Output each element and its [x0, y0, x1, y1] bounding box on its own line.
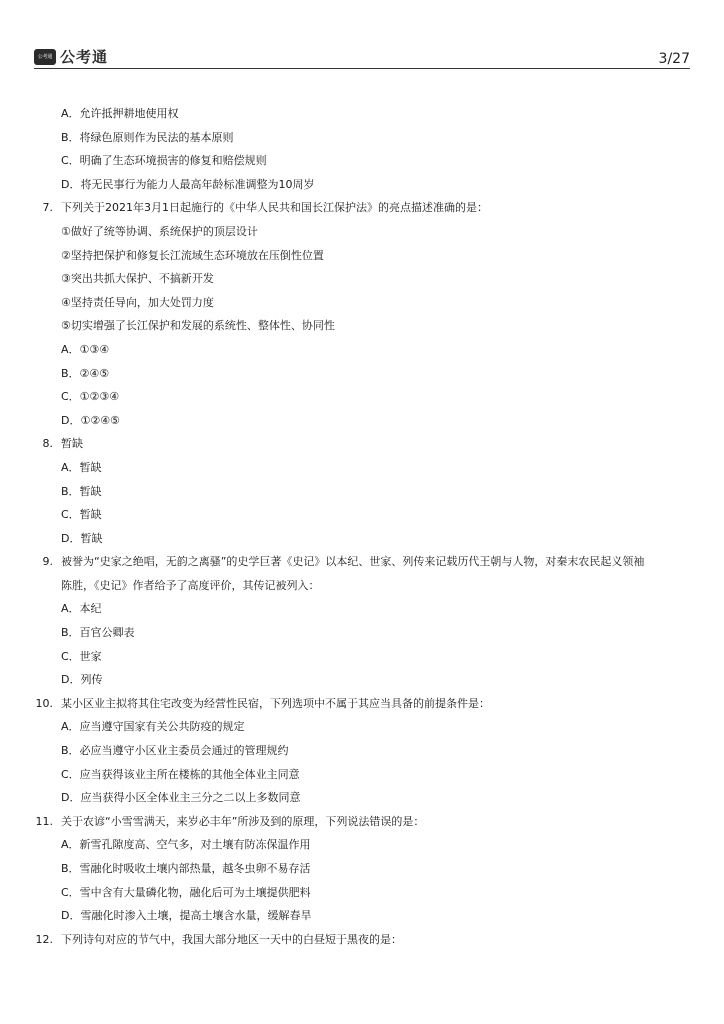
q7-stem-text: 下列关于2021年3月1日起施行的《中华人民共和国长江保护法》的亮点描述准确的是：: [61, 201, 488, 215]
q8-stem: [0, 432, 724, 456]
q9-stem-line-1: [0, 550, 724, 574]
logo-badge-icon: 公考通: [34, 49, 56, 65]
q9-stem-text-1: 被誉为“史家之绝唱，无韵之离骚”的史学巨著《史记》以本纪、世家、列传来记载历代王朝与人物，对秦末农民起义领袖: [61, 555, 645, 569]
q7-number: 7.: [42, 201, 53, 215]
q9-stem-line-2: [0, 574, 724, 598]
q10-option-a: A．应当遵守国家有关公共防疫的规定: [61, 720, 245, 734]
q7-option-d: D．①②④⑤: [61, 413, 120, 427]
page-number: 3/27: [658, 51, 690, 67]
q10-stem: [0, 692, 724, 716]
q10-number: 10.: [35, 696, 53, 710]
q11-option-c: C．雪中含有大量磷化物，融化后可为土壤提供肥料: [61, 885, 311, 899]
page-header: [34, 44, 690, 69]
q11-option-b: B．雪融化时吸收土壤内部热量，越冬虫卵不易存活: [61, 862, 311, 875]
q6-option-b: B．将绿色原则作为民法的基本原则: [61, 130, 234, 144]
q12-stem: [0, 928, 724, 952]
q7-item-4: ④坚持责任导向，加大处罚力度: [61, 295, 214, 309]
q10-option-b: B．必应当遵守小区业主委员会通过的管理规约: [61, 744, 289, 758]
q10-option-c: C．应当获得该业主所在楼栋的其他全体业主同意: [61, 767, 300, 781]
q7-item-1: ①做好了统等协调、系统保护的顶层设计: [61, 224, 258, 238]
q11-option-d: D．雪融化时渗入土壤，提高土壤含水量，缓解春旱: [61, 909, 312, 923]
q7-item-5: ⑤切实增强了长江保护和发展的系统性、整体性、协同性: [61, 319, 335, 333]
q10-stem-text: 某小区业主拟将其住宅改变为经营性民宿，下列选项中不属于其应当具备的前提条件是：: [61, 696, 490, 710]
q6-option-d: D．将无民事行为能力人最高年龄标准调整为10周岁: [61, 177, 315, 191]
q11-number: 11.: [35, 814, 53, 828]
q6-option-a: A．允许抵押耕地使用权: [61, 107, 179, 120]
q11-option-a: A．新雪孔隙度高、空气多，对土壤有防冻保温作用: [61, 838, 311, 852]
q8-option-c: C．暂缺: [61, 508, 102, 522]
q7-stem: [0, 196, 724, 220]
q10-option-d: D．应当获得小区全体业主三分之二以上多数同意: [61, 791, 301, 805]
q8-option-a: A．暂缺: [61, 460, 102, 474]
q9-stem-text-2: 陈胜，《史记》作者给予了高度评价，其传记被列入：: [61, 578, 320, 592]
q12-number: 12.: [35, 932, 53, 946]
q9-option-a: A．本纪: [61, 602, 102, 616]
q8-number: 8.: [42, 437, 53, 451]
q11-stem: [0, 810, 724, 834]
q8-option-d: D．暂缺: [61, 531, 103, 545]
q12-stem-text: 下列诗句对应的节气中，我国大部分地区一天中的白昼短于黑夜的是：: [61, 932, 402, 946]
logo: [34, 46, 108, 67]
q7-option-c: C．①②③④: [61, 390, 120, 404]
logo-text: 公考通: [60, 48, 109, 66]
q7-option-a: A．①③④: [61, 342, 110, 356]
q6-option-c: C．明确了生态环境损害的修复和赔偿规则: [61, 154, 267, 168]
document-body: [0, 102, 724, 951]
q7-item-2: ②坚持把保护和修复长江流域生态环境放在压倒性位置: [61, 248, 324, 262]
q9-option-c: C．世家: [61, 649, 102, 663]
q7-item-3: ③突出共抓大保护、不搞新开发: [61, 272, 214, 286]
q9-option-b: B．百官公卿表: [61, 626, 135, 640]
q9-option-d: D．列传: [61, 673, 103, 687]
q7-option-b: B．②④⑤: [61, 366, 110, 380]
q8-option-b: B．暂缺: [61, 484, 102, 498]
q11-stem-text: 关于农谚“小雪雪满天，来岁必丰年”所涉及到的原理，下列说法错误的是：: [61, 814, 425, 828]
q9-number: 9.: [42, 555, 53, 569]
q8-stem-text: 暂缺: [61, 437, 83, 451]
